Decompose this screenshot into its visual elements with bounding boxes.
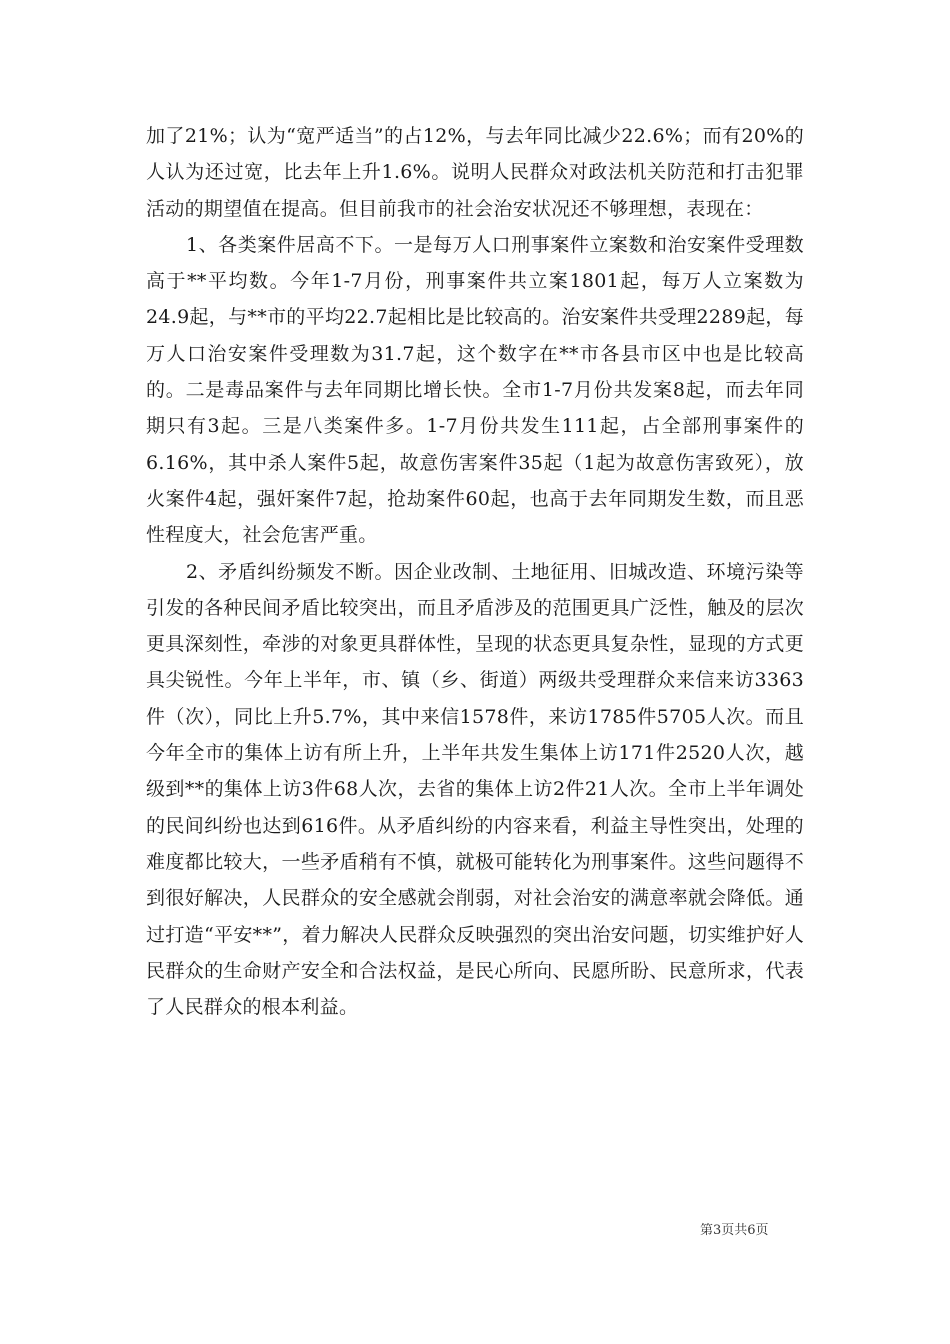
page-number-footer: 第3页共6页 — [700, 1223, 769, 1238]
paragraph-case-statistics: 1、各类案件居高不下。一是每万人口刑事案件立案数和治安案件受理数高于**平均数。今年1-7月份，刑事案件共立案1801起，每万人立案数为24.9起，与**市的平均22.7起相比是比较高的。治安案件共受理2289起，每万人口治安案件受理数为31.7起，这个数字在**市各县市区中也是比较高的。二是毒品案件与去年同期比增长快。全市1-7月份共发案8起，而去年同期只有3起。三是八类案件多。1-7月份共发生111起，占全部刑事案件的6.16%，其中杀人案件5起，故意伤害案件35起（1起为故意伤害致死），放火案件4起，强奸案件7起，抢劫案件60起，也高于去年同期发生数，而且恶性程度大，社会危害严重。 — [146, 233, 804, 547]
paragraph-dispute-statistics: 2、矛盾纠纷频发不断。因企业改制、土地征用、旧城改造、环境污染等引发的各种民间矛盾比较突出，而且矛盾涉及的范围更具广泛性，触及的层次更具深刻性，牵涉的对象更具群体性，呈现的状态更具复杂性，显现的方式更具尖锐性。今年上半年，市、镇（乡、街道）两级共受理群众来信来访3363件（次），同比上升5.7%，其中来信1578件，来访1785件5705人次。而且今年全市的集体上访有所上升，上半年共发生集体上访171件2520人次，越级到**的集体上访3件68人次，去省的集体上访2件21人次。全市上半年调处的民间纠纷也达到616件。从矛盾纠纷的内容来看，利益主导性突出，处理的难度都比较大，一些矛盾稍有不慎，就极可能转化为刑事案件。这些问题得不到很好解决，人民群众的安全感就会削弱，对社会治安的满意率就会降低。通过打造“平安**”，着力解决人民群众反映强烈的突出治安问题，切实维护好人民群众的生命财产安全和合法权益，是民心所向、民愿所盼、民意所求，代表了人民群众的根本利益。 — [146, 560, 804, 1019]
paragraph-intro-continuation: 加了21%；认为“宽严适当”的占12%，与去年同比减少22.6%；而有20%的人认为还过宽，比去年上升1.6%。说明人民群众对政法机关防范和打击犯罪活动的期望值在提高。但目前我市的社会治安状况还不够理想，表现在： — [146, 125, 804, 220]
document-body — [146, 118, 804, 1025]
